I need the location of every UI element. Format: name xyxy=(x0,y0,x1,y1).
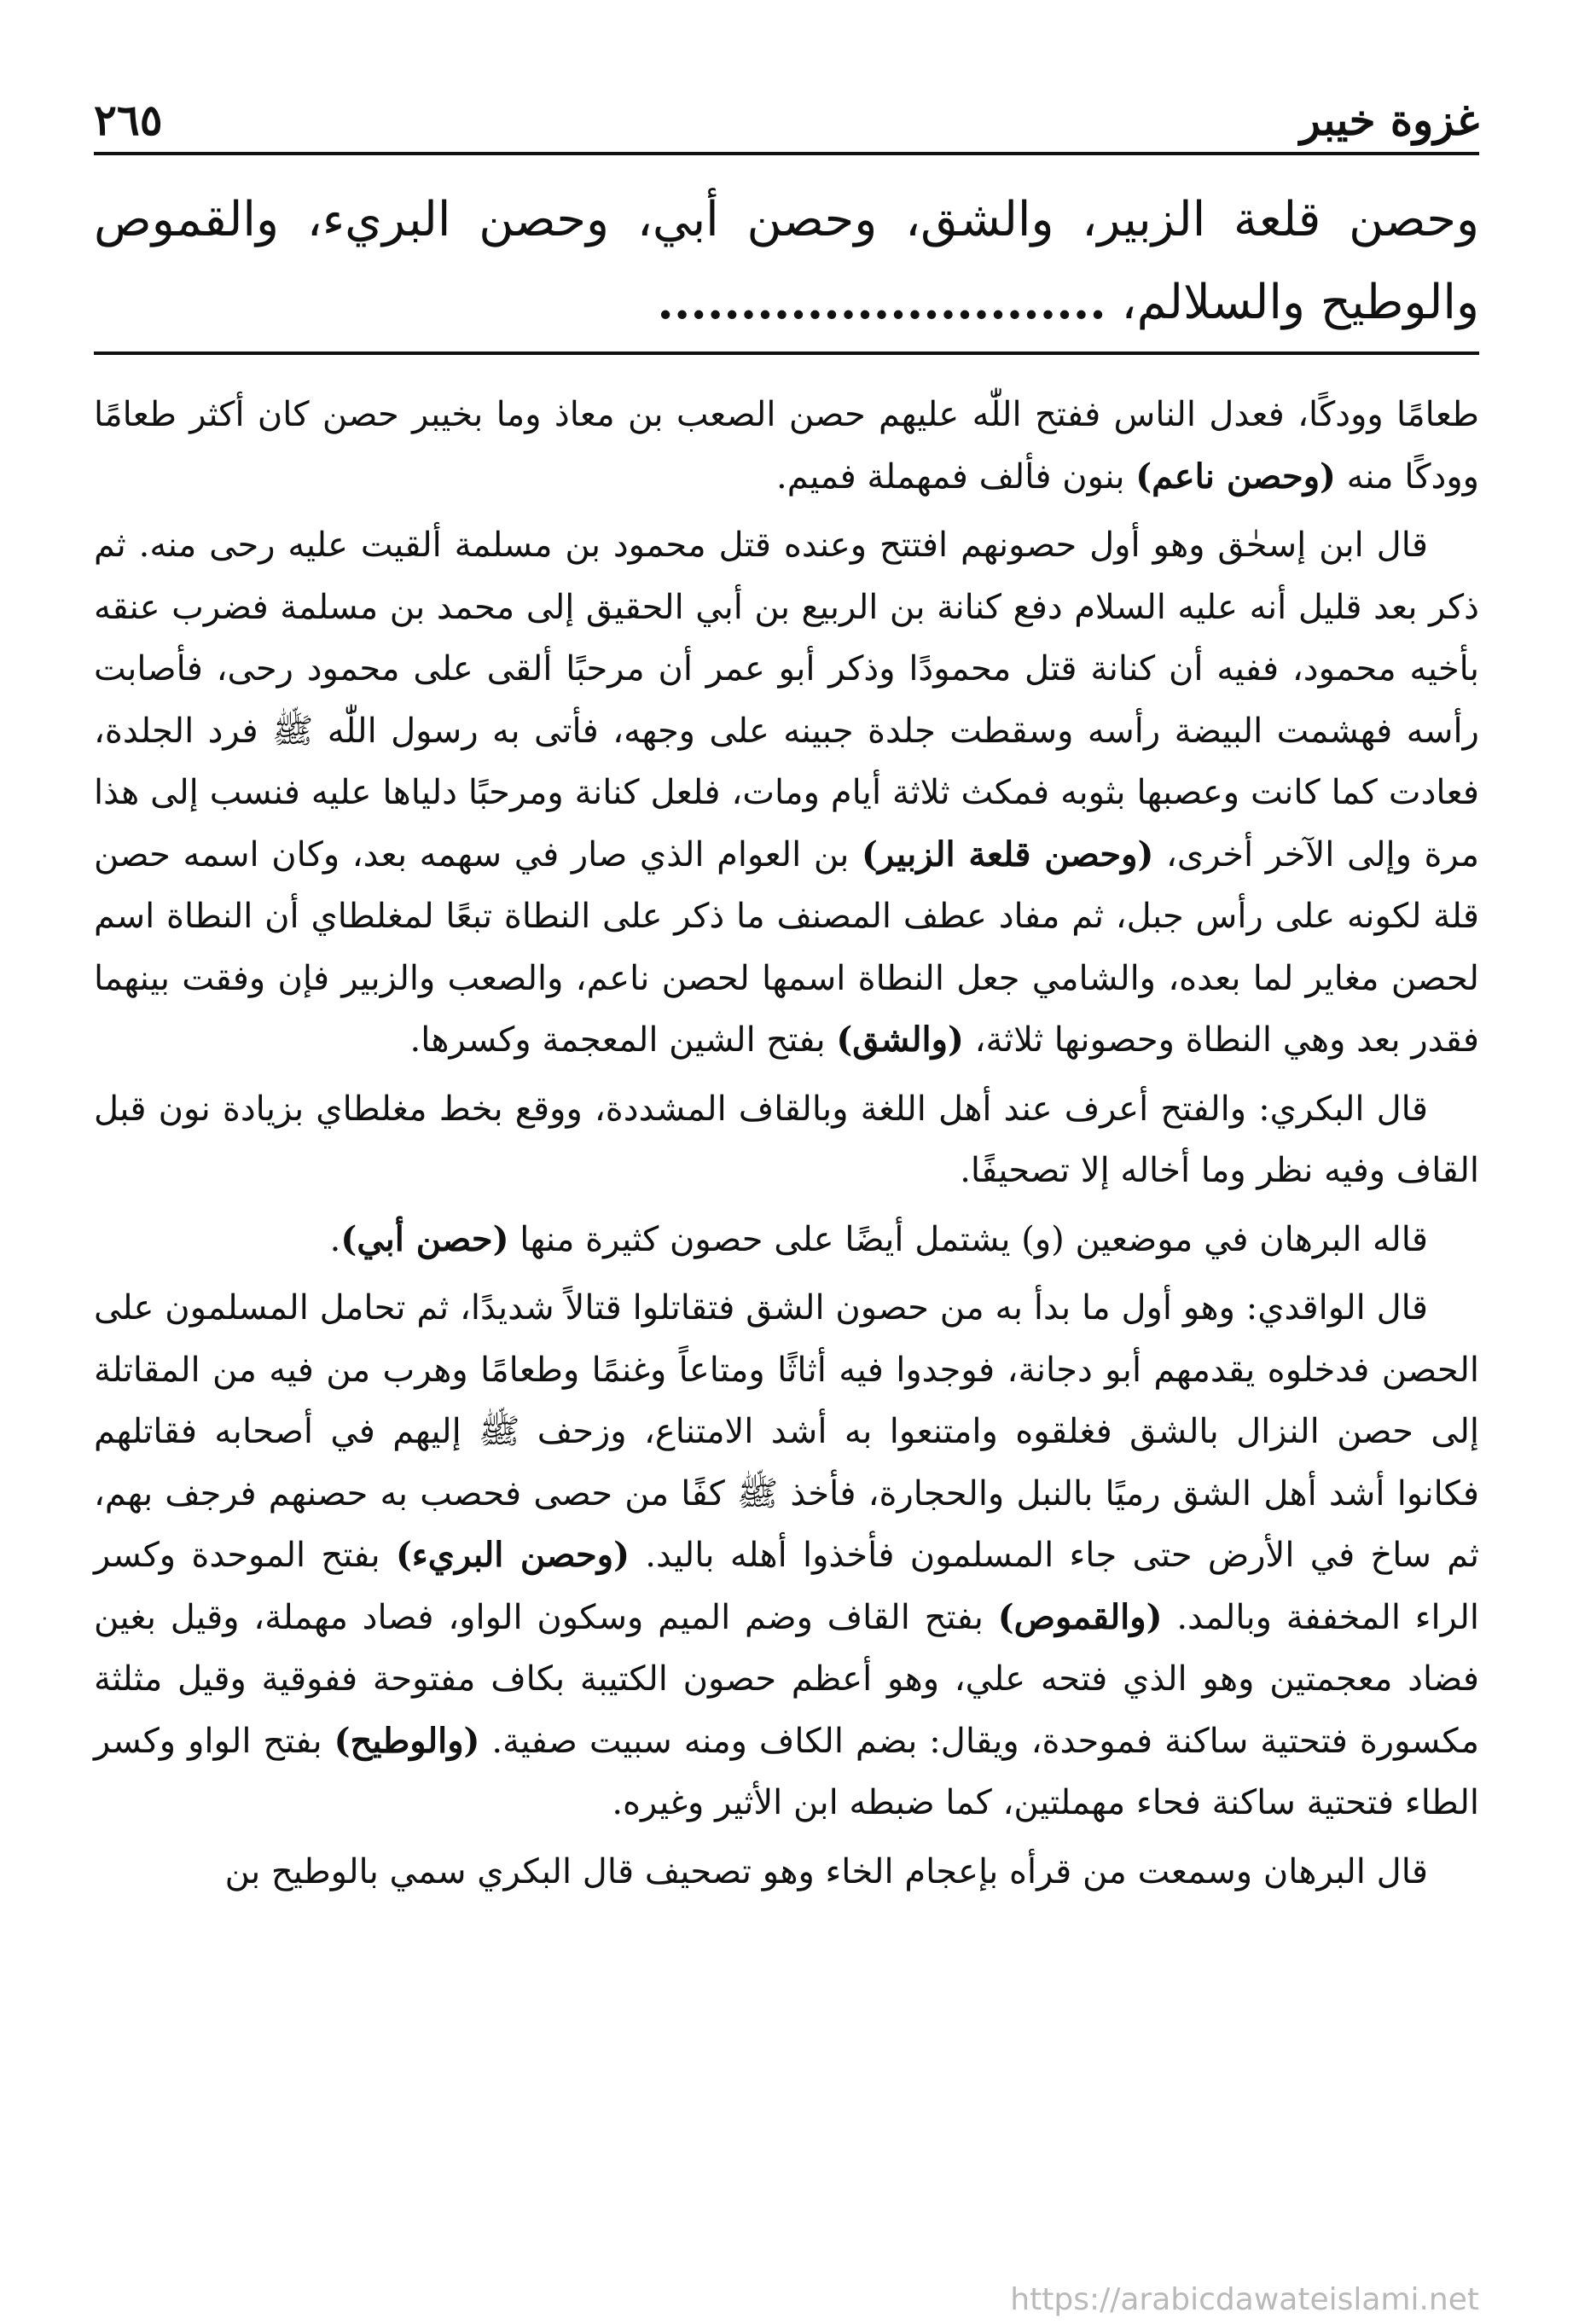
commentary-text xyxy=(94,384,1479,1909)
text: بن العوام الذي صار في سهمه بعد، وكان اسمه حصن قلة لكونه على رأس جبل، ثم مفاد عطف المصنف ما ذكر على النطاة تبعًا لمغلطاي أن النطاة اسم لحصن مغاير لما بعده، والشامي جعل النطاة اسمها لحصن ناعم، والصعب والزبير فإن وفقت بينهما فقدر بعد وهي النطاة وحصونها ثلاثة، xyxy=(94,834,1479,1060)
bold-term: (والقموص) xyxy=(997,1596,1163,1637)
bold-term: (حصن أبي) xyxy=(340,1218,509,1259)
text: بفتح الموحدة وكسر الراء المخففة وبالمد. xyxy=(94,1536,1479,1637)
text: قال ابن إسحٰق وهو أول حصونهم افتتح وعنده قتل محمود بن مسلمة ألقيت عليه رحى منه. ثم ذكر بعد قليل أنه عليه السلام دفع كنانة بن الربيع بن أبي الحقيق إلى محمد بن مسلمة فضرب عنقه بأخيه محمود، ففيه أن كنانة قتل محمودًا وذكر أبو عمر أن مرحبًا ألقى على محمود رحى، فأصابت رأسه فهشمت البيضة رأسه وسقطت جلدة جبينه على وجهه، فأتى به رسول اللّٰه ﷺ فرد الجلدة، فعادت كما كانت وعصبها بثوبه فمكث ثلاثة أيام ومات، فلعل كنانة ومرحبًا دلياها عليه فنسب إلى هذا مرة وإلى الآخر أخرى، xyxy=(94,526,1480,874)
ellipsis-dots: ........................... xyxy=(657,274,1106,330)
bold-term: (وحصن ناعم) xyxy=(1135,456,1336,497)
text: . xyxy=(329,1219,341,1259)
bold-term: (والشق) xyxy=(836,1020,964,1060)
text: بفتح القاف وضم الميم وسكون الواو، فصاد مهملة، وقيل بغين فضاد معجمتين وهو الذي فتحه علي، وهو أعظم حصون الكتيبة بكاف مفتوحة ففوقية وقيل مثلثة مكسورة فتحتية ساكنة فموحدة، ويقال: بضم الكاف ومنه سبيت صفية. xyxy=(94,1597,1479,1761)
matn-rule xyxy=(94,352,1479,355)
text: بفتح الواو وكسر الطاء فتحتية ساكنة فحاء مهملتين، كما ضبطه ابن الأثير وغيره. xyxy=(94,1721,1479,1822)
text: قاله البرهان في موضعين (و) يشتمل أيضًا على حصون كثيرة منها xyxy=(508,1219,1428,1259)
matn-line: وحصن قلعة الزبير، والشق، وحصن أبي، وحصن البريء، والقموص والوطيح والسلالم، xyxy=(94,192,1479,330)
book-page xyxy=(94,51,1479,2269)
paragraph-6 xyxy=(94,1841,1479,1903)
page-number: ٢٦٥ xyxy=(94,94,163,145)
text: قال الواقدي: وهو أول ما بدأ به من حصون الشق فتقاتلوا قتالاً شديدًا، ثم تحامل المسلمون على الحصن فدخلوه يقدمهم أبو دجانة، فوجدوا فيه أثاثًا ومتاعاً وغنمًا وطعامًا وهرب من فيه من المقاتلة إلى حصن النزال بالشق فغلقوه وامتنعوا به أشد الامتناع، وزحف ﷺ إليهم في أصحابه فقاتلهم فكانوا أشد أهل الشق رميًا بالنبل والحجارة، فأخذ ﷺ كفًا من حصى فحصب به حصنهم فرجف بهم، ثم ساخ في الأرض حتى جاء المسلمون فأخذوا أهله باليد. xyxy=(94,1288,1480,1575)
running-header xyxy=(94,85,1479,154)
paragraph-2 xyxy=(94,514,1479,1072)
text: طعامًا وودكًا، فعدل الناس ففتح اللّٰه عليهم حصن الصعب بن معاذ وما بخيبر حصن كان أكثر طعامًا وودكًا منه xyxy=(94,395,1479,497)
text: قال البرهان وسمعت من قرأه بإعجام الخاء وهو تصحيف قال البكري سمي بالوطيح بن xyxy=(224,1851,1428,1891)
text: قال البكري: والفتح أعرف عند أهل اللغة وبالقاف المشددة، ووقع بخط مغلطاي بزيادة نون قبل القاف وفيه نظر وما أخاله إلا تصحيفًا. xyxy=(94,1089,1479,1190)
paragraph-3 xyxy=(94,1078,1479,1202)
text: بنون فألف فمهملة فميم. xyxy=(776,456,1136,497)
watermark-url: https://arabicdawateislami.net xyxy=(1010,2282,1479,2317)
bold-term: (والوطيح) xyxy=(334,1720,480,1761)
matn-text xyxy=(94,179,1479,344)
bold-term: (وحصن قلعة الزبير) xyxy=(862,834,1154,874)
header-rule xyxy=(94,152,1479,155)
paragraph-1 xyxy=(94,384,1479,508)
chapter-title: غزوة خيبر xyxy=(1299,94,1479,145)
paragraph-5 xyxy=(94,1277,1479,1834)
bold-term: (وحصن البريء) xyxy=(395,1535,630,1575)
paragraph-4 xyxy=(94,1209,1479,1271)
text: بفتح الشين المعجمة وكسرها. xyxy=(409,1020,837,1060)
